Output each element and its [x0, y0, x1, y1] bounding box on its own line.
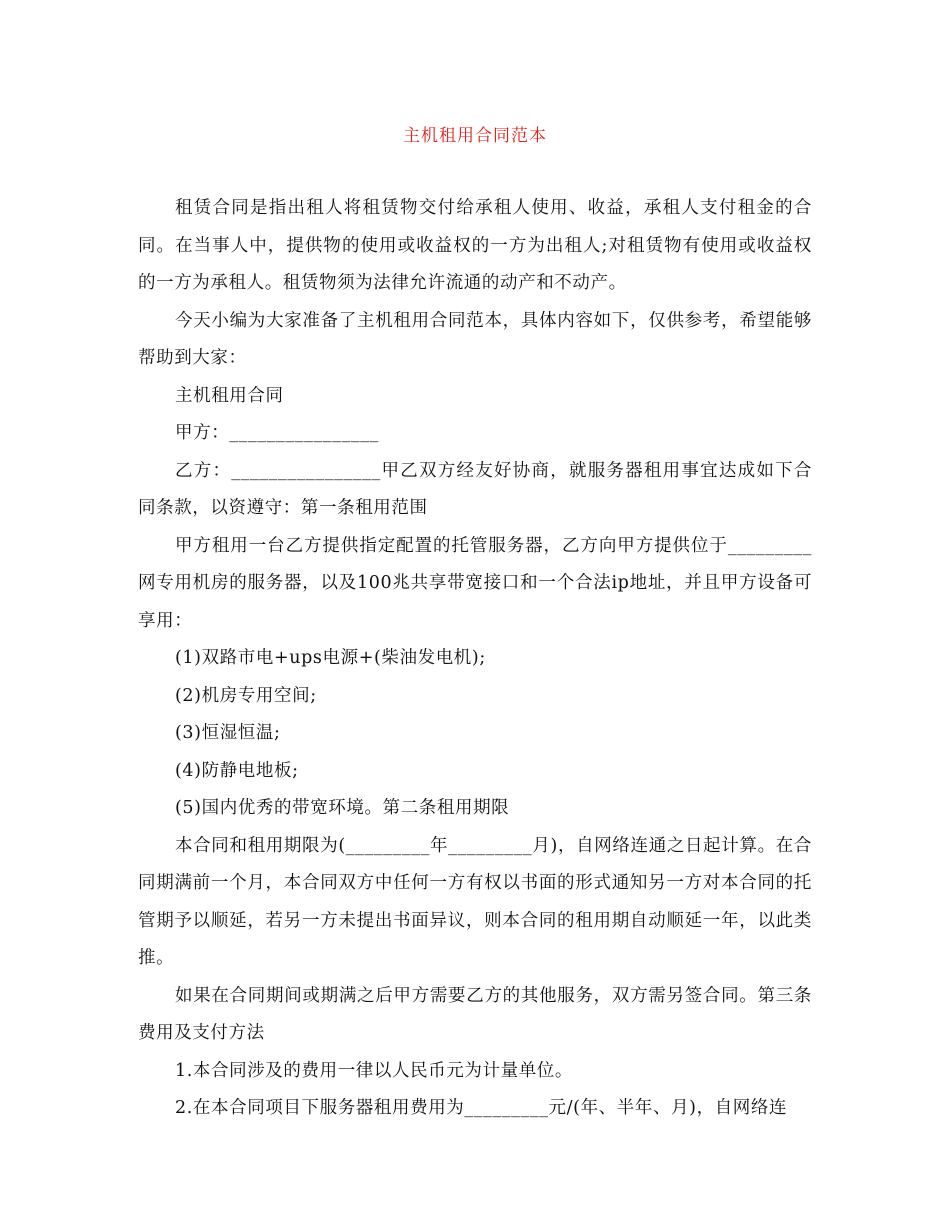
paragraph-intro: 租赁合同是指出租人将租赁物交付给承租人使用、收益，承租人支付租金的合同。在当事人中，提供物的使用或收益权的一方为出租人;对租赁物有使用或收益权的一方为承租人。租赁物须为法律允许流通的动产和不动产。 — [138, 198, 812, 293]
paragraph-party-a: 甲方：________________ — [175, 423, 379, 443]
paragraph-item-3: (3)恒湿恒温; — [175, 723, 281, 743]
paragraph-item-5: (5)国内优秀的带宽环境。第二条租用期限 — [175, 798, 510, 818]
paragraph-editor-note: 今天小编为大家准备了主机租用合同范本，具体内容如下，仅供参考，希望能够帮助到大家： — [138, 310, 812, 368]
document-title: 主机租用合同范本 — [403, 126, 547, 146]
paragraph-other-services: 如果在合同期间或期满之后甲方需要乙方的其他服务，双方需另签合同。第三条费用及支付方法 — [138, 985, 812, 1043]
paragraph-party-b: 乙方：________________甲乙双方经友好协商，就服务器租用事宜达成如下合同条款，以资遵守：第一条租用范围 — [138, 460, 812, 518]
paragraph-fee-1: 1.本合同涉及的费用一律以人民币元为计量单位。 — [175, 1060, 573, 1081]
paragraph-item-2: (2)机房专用空间; — [175, 685, 317, 706]
paragraph-fee-2: 2.在本合同项目下服务器租用费用为_________元/(年、半年、月)，自网络连 — [175, 1098, 788, 1118]
paragraph-contract-name: 主机租用合同 — [175, 385, 284, 406]
paragraph-scope: 甲方租用一台乙方提供指定配置的托管服务器，乙方向甲方提供位于_________网专用机房的服务器，以及100兆共享带宽接口和一个合法ip地址，并且甲方设备可享用： — [138, 535, 812, 631]
paragraph-item-1: (1)双路市电+ups电源+(柴油发电机); — [175, 648, 486, 668]
document-body — [138, 190, 812, 1128]
paragraph-item-4: (4)防静电地板; — [175, 760, 299, 781]
paragraph-term: 本合同和租用期限为(_________年_________月)，自网络连通之日起计算。在合同期满前一个月，本合同双方中任何一方有权以书面的形式通知另一方对本合同的托管期予以顺延，若另一方未提出书面异议，则本合同的租用期自动顺延一年，以此类推。 — [138, 835, 812, 968]
